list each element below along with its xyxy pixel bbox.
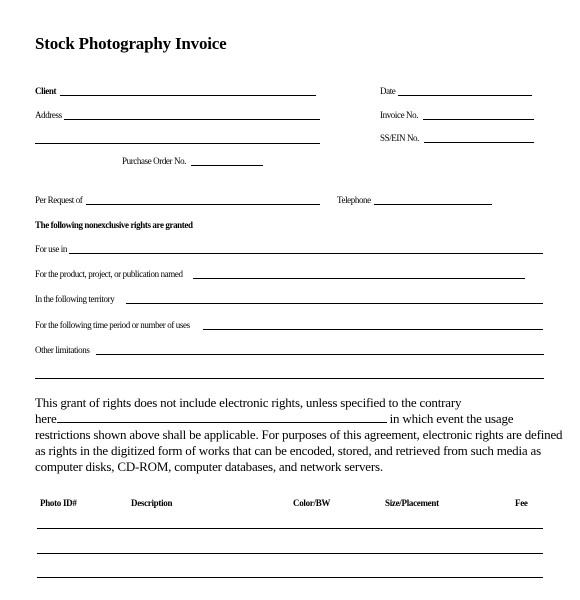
paragraph-line: as rights in the digitized form of works that can be encoded, stored, and retrieved from such media as (35, 443, 541, 458)
page-title: Stock Photography Invoice (35, 34, 227, 53)
paragraph-here-text: here (35, 411, 57, 426)
date-field[interactable] (398, 95, 532, 96)
ss-ein-field[interactable] (424, 142, 534, 143)
rights-heading: The following nonexclusive rights are granted (35, 220, 193, 230)
other-limitations-label: Other limitations (35, 345, 90, 355)
purchase-order-field[interactable] (191, 165, 263, 166)
other-limitations-field-line-2[interactable] (35, 378, 544, 379)
electronic-rights-paragraph (35, 395, 563, 475)
other-limitations-field[interactable] (96, 354, 544, 355)
paragraph-event-text: in which event the usage (389, 411, 514, 426)
address-field-line-2[interactable] (35, 143, 320, 144)
product-field[interactable] (193, 278, 525, 279)
table-row-line[interactable] (37, 577, 543, 578)
invoice-no-label: Invoice No. (380, 110, 419, 120)
paragraph-line: restrictions shown above shall be applicable. For purposes of this agreement, electronic rights are defined (35, 427, 563, 442)
telephone-label: Telephone (337, 195, 371, 205)
product-label: For the product, project, or publication named (35, 269, 183, 279)
col-fee: Fee (515, 498, 528, 508)
paragraph-line: This grant of rights does not include electronic rights, unless specified to the contrary (35, 395, 462, 410)
purchase-order-label: Purchase Order No. (122, 156, 187, 166)
client-field[interactable] (60, 95, 316, 96)
electronic-rights-field[interactable] (57, 411, 387, 423)
paragraph-line (35, 411, 555, 427)
territory-field[interactable] (126, 303, 543, 304)
territory-label: In the following territory (35, 294, 115, 304)
client-label: Client (35, 86, 57, 96)
telephone-field[interactable] (374, 204, 492, 205)
for-use-in-field[interactable] (69, 253, 543, 254)
col-photo-id: Photo ID# (40, 498, 77, 508)
for-use-in-label: For use in (35, 244, 68, 254)
paragraph-line: computer disks, CD-ROM, computer databases, and network servers. (35, 459, 383, 474)
col-color-bw: Color/BW (293, 498, 331, 508)
col-size-placement: Size/Placement (385, 498, 439, 508)
time-period-label: For the following time period or number of uses (35, 320, 190, 330)
date-label: Date (380, 86, 396, 96)
per-request-field[interactable] (86, 204, 320, 205)
table-row-line[interactable] (37, 528, 543, 529)
ss-ein-label: SS/EIN No. (380, 133, 420, 143)
address-label: Address (35, 110, 62, 120)
invoice-no-field[interactable] (423, 119, 534, 120)
col-description: Description (131, 498, 173, 508)
address-field[interactable] (64, 119, 320, 120)
time-period-field[interactable] (203, 329, 543, 330)
per-request-label: Per Request of (35, 195, 83, 205)
table-row-line[interactable] (37, 553, 543, 554)
